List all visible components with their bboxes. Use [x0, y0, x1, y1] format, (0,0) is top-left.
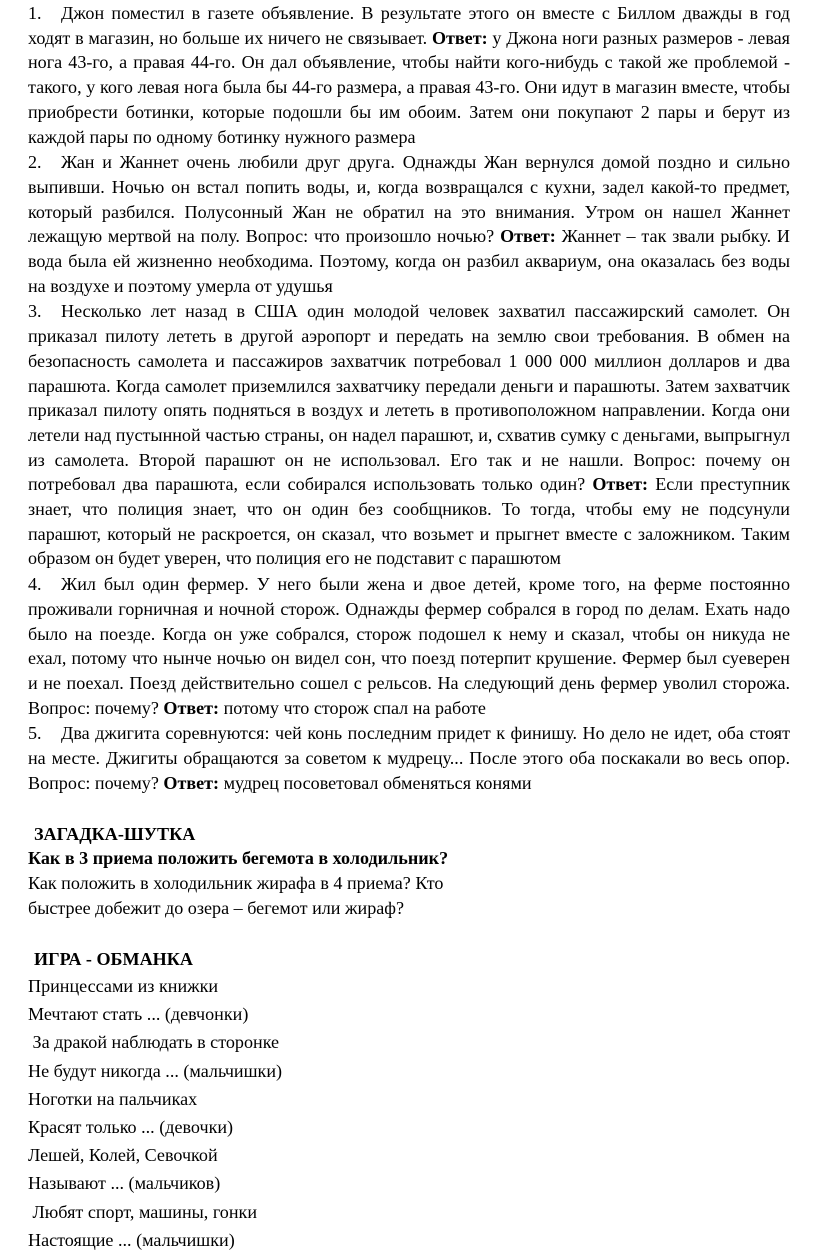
- game-lines: [28, 972, 790, 1254]
- puzzle-text: Несколько лет назад в США один молодой человек захватил пассажирский самолет. Он приказал пилоту лететь в другой аэропорт и передать на землю свои требования. В обмен на безопасность самолета и пассажиров захватчик потребовал 1 000 000 миллион долларов и два парашюта. Когда самолет приземлился захватчику передали деньги и парашюты. Затем захватчик приказал пилоту опять подняться в воздух и лететь в противоположном направлении. Когда они летели над пустынной частью страны, он надел парашют, и, схватив сумку с деньгами, выпрыгнул из самолета. Второй парашют он не использовал. Его так и не нашли. Вопрос: почему он потребовал два парашюта, если собирался использовать только один?: [28, 301, 790, 495]
- game-line: Называют ... (мальчиков): [28, 1173, 221, 1194]
- game-line: Красят только ... (девочки): [28, 1116, 234, 1137]
- game-line: Мечтают стать ... (девчонки): [28, 1004, 249, 1025]
- game-line: Не будут никогда ... (мальчишки): [28, 1060, 283, 1081]
- answer-label: Ответ:: [163, 697, 220, 718]
- game-line: Любят спорт, машины, гонки: [28, 1201, 258, 1222]
- game-line: Ноготки на пальчиках: [28, 1088, 198, 1109]
- puzzle-text: Джон поместил в газете объявление. В результате этого он вместе с Биллом дважды в год ходят в магазин, но больше их ничего не связывает.: [28, 3, 790, 48]
- game-section: [28, 947, 790, 1254]
- game-line: Настоящие ... (мальчишки): [28, 1229, 235, 1250]
- puzzle-item: [28, 571, 790, 720]
- puzzle-item: [28, 720, 790, 795]
- answer-label: Ответ:: [163, 772, 220, 793]
- game-line: Лешей, Колей, Севочкой: [28, 1145, 218, 1166]
- game-line: За дракой наблюдать в сторонке: [28, 1032, 280, 1053]
- riddle-heading: ЗАГАДКА-ШУТКА: [34, 823, 196, 844]
- puzzle-number: 2.: [28, 152, 42, 173]
- answer-text: у Джона ноги разных размеров - левая нога 43-го, а правая 44-го. Он дал объявление, чтобы найти кого-нибудь с такой же проблемой - такого, у кого левая нога была бы 44-го размера, а правая 43-го. Они идут в магазин вместе, чтобы приобрести ботинки, которые подошли бы им обоим. Затем они покупают 2 пары и берут из каждой пары по одному ботинку нужного размера: [28, 27, 790, 147]
- puzzle-item: [28, 0, 790, 149]
- puzzle-text: Два джигита соревнуются: чей конь последним придет к финишу. Но дело не идет, оба стоят на месте. Джигиты обращаются за советом к мудрецу... После этого оба поскакали во весь опор. Вопрос: почему?: [28, 723, 790, 793]
- game-line: Принцессами из книжки: [28, 976, 219, 997]
- puzzle-number: 3.: [28, 301, 42, 322]
- answer-label: Ответ:: [500, 226, 556, 247]
- puzzle-number: 1.: [28, 3, 42, 23]
- puzzle-number: 5.: [28, 723, 42, 744]
- riddle-section: [28, 822, 790, 921]
- puzzle-text: Жан и Жаннет очень любили друг друга. Однажды Жан вернулся домой поздно и сильно выпивши. Ночью он встал попить воды, и, когда возвращался с кухни, задел какой-то предмет, который разбился. Полусонный Жан не обратил на это внимания. Утром он нашел Жаннет лежащую мертвой на полу. Вопрос: что произошло ночью?: [28, 152, 790, 247]
- game-heading: ИГРА - ОБМАНКА: [34, 949, 193, 970]
- puzzle-number: 4.: [28, 574, 42, 595]
- answer-text: Жаннет – так звали рыбку. И вода была ей жизненно необходима. Поэтому, когда он разбил аквариум, она оказалась без воды на воздухе и поэтому умерла от удушья: [28, 226, 790, 296]
- answer-label: Ответ:: [592, 474, 649, 495]
- riddle-question: Как в 3 приема положить бегемота в холодильник?: [28, 848, 449, 869]
- answer-text: мудрец посоветовал обменяться конями: [223, 772, 532, 793]
- riddle-text: Как положить в холодильник жирафа в 4 приема? Кто быстрее добежит до озера – бегемот или жираф?: [28, 872, 444, 918]
- puzzle-text: Жил был один фермер. У него были жена и двое детей, кроме того, на ферме постоянно проживали горничная и ночной сторож. Однажды фермер собрался в город по делам. Ехать надо было на поезде. Когда он уже собрался, сторож подошел к нему и сказал, чтобы он никуда не ехал, потому что нынче ночью он видел сон, что поезд потерпит крушение. Фермер был суеверен и не поехал. Поезд действительно сошел с рельсов. На следующий день фермер уволил сторожа. Вопрос: почему?: [28, 574, 790, 718]
- puzzle-item: [28, 298, 790, 571]
- answer-text: Если преступник знает, что полиция знает, что он один без сообщников. То тогда, чтобы ему не подсунули парашют, который не раскроется, он сказал, что возьмет и прыгнет вместе с заложником. Таким образом он будет уверен, что полиция его не подставит с парашютом: [28, 474, 790, 569]
- answer-text: потому что сторож спал на работе: [223, 697, 486, 718]
- document-page: [28, 0, 790, 1254]
- puzzle-item: [28, 149, 790, 298]
- puzzle-list: [28, 0, 790, 796]
- answer-label: Ответ:: [431, 27, 488, 48]
